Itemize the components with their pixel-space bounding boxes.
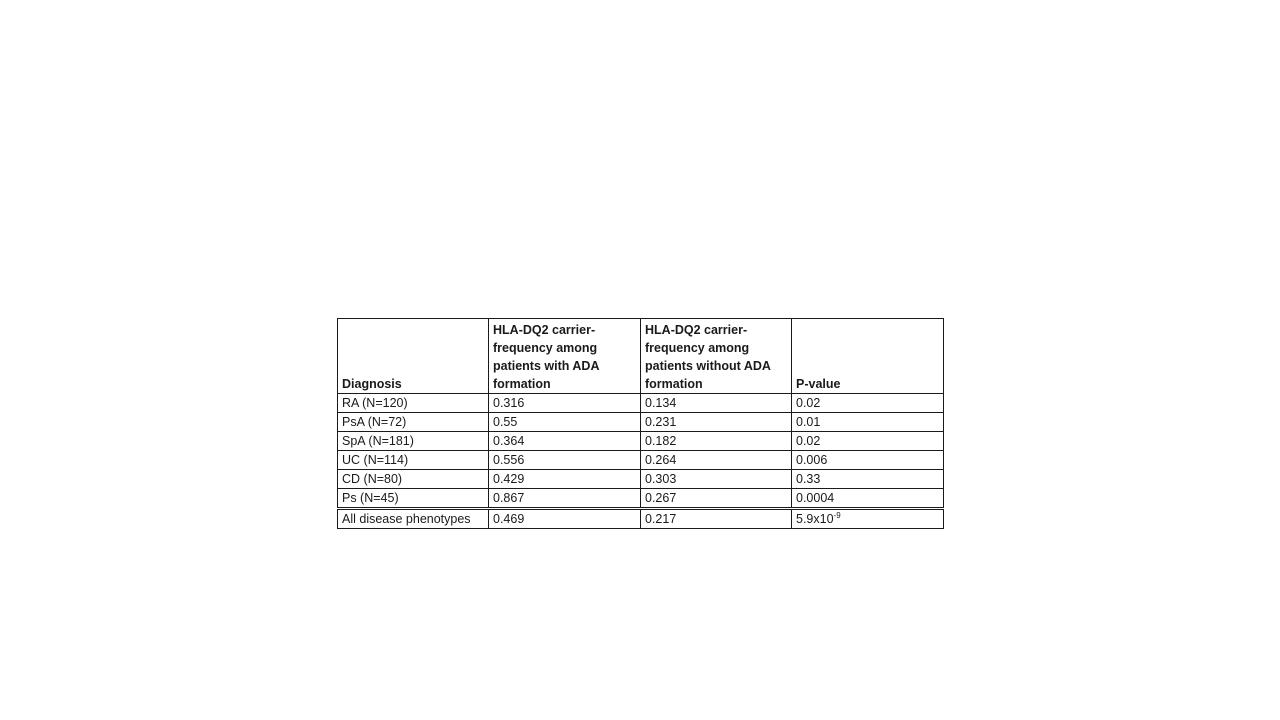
cell-with-ada: 0.55 <box>489 413 641 432</box>
table-row <box>338 413 944 432</box>
cell-diagnosis: Ps (N=45) <box>338 489 489 509</box>
cell-diagnosis-total: All disease phenotypes <box>338 509 489 529</box>
table-row <box>338 489 944 509</box>
cell-with-ada: 0.556 <box>489 451 641 470</box>
cell-with-ada: 0.316 <box>489 394 641 413</box>
table-row <box>338 451 944 470</box>
table-header-row <box>338 319 944 394</box>
cell-without-ada: 0.267 <box>641 489 792 509</box>
results-table-container <box>337 318 943 529</box>
cell-p-value: 0.02 <box>792 394 944 413</box>
cell-p-value: 0.0004 <box>792 489 944 509</box>
cell-without-ada: 0.303 <box>641 470 792 489</box>
cell-p-value: 0.02 <box>792 432 944 451</box>
header-without-ada: HLA-DQ2 carrier- frequency among patients without ADA formation <box>641 319 792 394</box>
cell-with-ada: 0.364 <box>489 432 641 451</box>
cell-without-ada: 0.264 <box>641 451 792 470</box>
table-row <box>338 432 944 451</box>
cell-diagnosis: SpA (N=181) <box>338 432 489 451</box>
cell-without-ada: 0.134 <box>641 394 792 413</box>
header-with-ada: HLA-DQ2 carrier- frequency among patients with ADA formation <box>489 319 641 394</box>
table-row <box>338 470 944 489</box>
cell-with-ada-total: 0.469 <box>489 509 641 529</box>
cell-diagnosis: RA (N=120) <box>338 394 489 413</box>
cell-without-ada: 0.231 <box>641 413 792 432</box>
header-p-value: P-value <box>792 319 944 394</box>
cell-diagnosis: CD (N=80) <box>338 470 489 489</box>
header-diagnosis: Diagnosis <box>338 319 489 394</box>
table-row <box>338 394 944 413</box>
cell-diagnosis: PsA (N=72) <box>338 413 489 432</box>
cell-diagnosis: UC (N=114) <box>338 451 489 470</box>
p-value-base: 5.9x10 <box>796 512 834 526</box>
cell-p-value: 0.006 <box>792 451 944 470</box>
cell-p-value: 0.01 <box>792 413 944 432</box>
table-total-row <box>338 509 944 529</box>
cell-p-value: 0.33 <box>792 470 944 489</box>
cell-without-ada: 0.182 <box>641 432 792 451</box>
cell-p-value-total <box>792 509 944 529</box>
cell-with-ada: 0.867 <box>489 489 641 509</box>
hla-dq2-frequency-table <box>337 318 944 529</box>
p-value-exponent: -9 <box>833 511 841 520</box>
cell-with-ada: 0.429 <box>489 470 641 489</box>
cell-without-ada-total: 0.217 <box>641 509 792 529</box>
